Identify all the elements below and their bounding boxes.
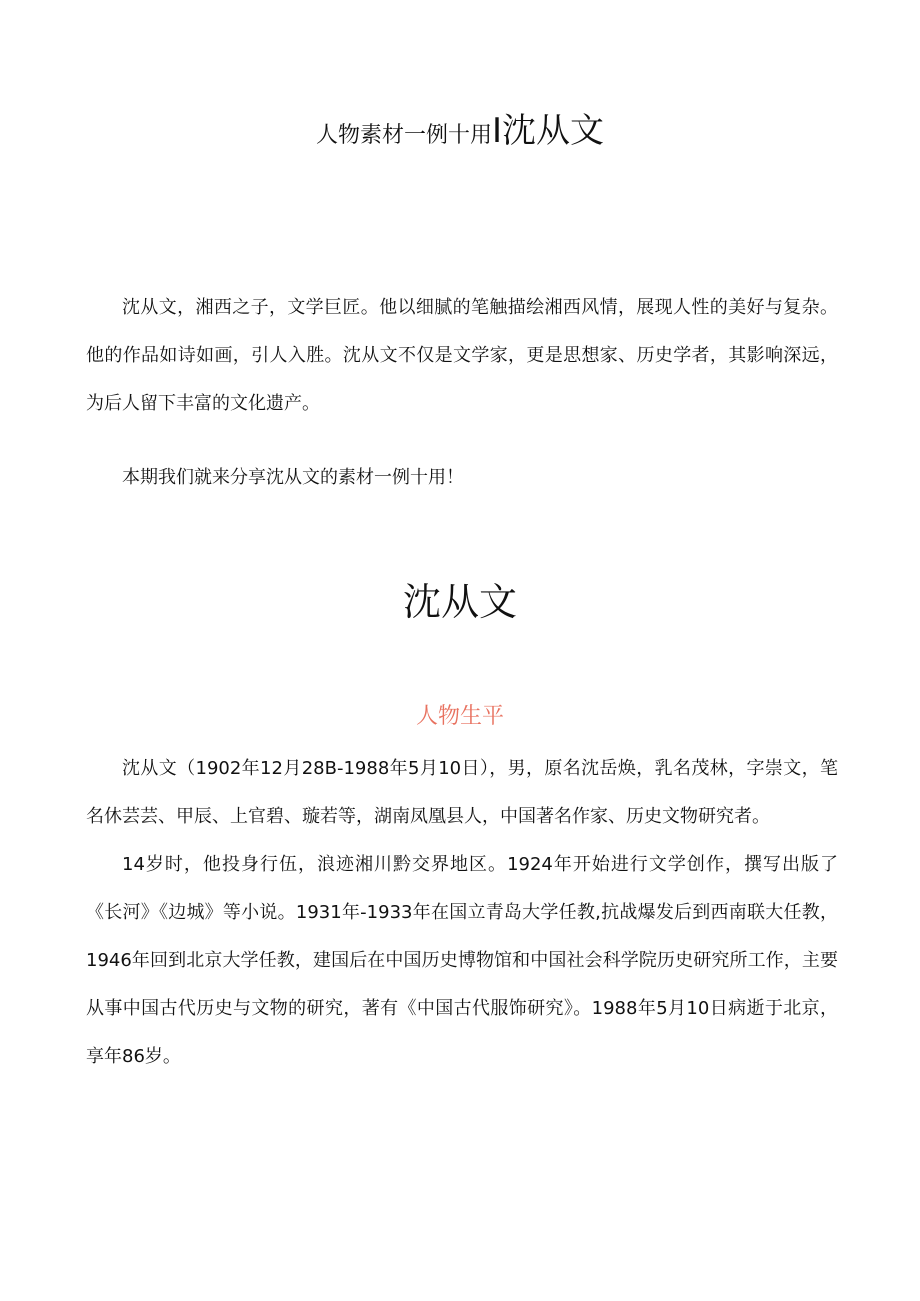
title-name: I沈从文 <box>491 111 605 151</box>
document-title <box>0 111 920 151</box>
title-prefix: 人物素材一例十用 <box>315 123 492 148</box>
section-heading-biography: 人物生平 <box>415 704 504 729</box>
biography-paragraph-2: 14岁时，他投身行伍，浪迹湘川黔交界地区。1924年开始进行文学创作，撰写出版了《长河》《边城》等小说。1931年-1933年在国立青岛大学任教,抗战爆发后到西南联大任教，1946年回到北京大学任教，建国后在中国历史博物馆和中国社会科学院历史研究所工作，主要从事中国古代历史与文物的研究，著有《中国古代服饰研究》。1988年5月10日病逝于北京，享年86岁。 <box>86 854 838 1067</box>
share-line: 本期我们就来分享沈从文的素材一例十用！ <box>122 467 464 488</box>
intro-paragraph: 沈从文，湘西之子，文学巨匠。他以细腻的笔触描绘湘西风情，展现人性的美好与复杂。他的作品如诗如画，引人入胜。沈从文不仅是文学家，更是思想家、历史学者，其影响深远，为后人留下丰富的文化遗产。 <box>86 297 838 414</box>
name-heading: 沈从文 <box>402 580 517 624</box>
biography-paragraph-1: 沈从文（1902年12月28B-1988年5月10日），男，原名沈岳焕，乳名茂林，字崇文，笔名休芸芸、甲辰、上官碧、璇若等，湖南凤凰县人，中国著名作家、历史文物研究者。 <box>86 758 838 827</box>
